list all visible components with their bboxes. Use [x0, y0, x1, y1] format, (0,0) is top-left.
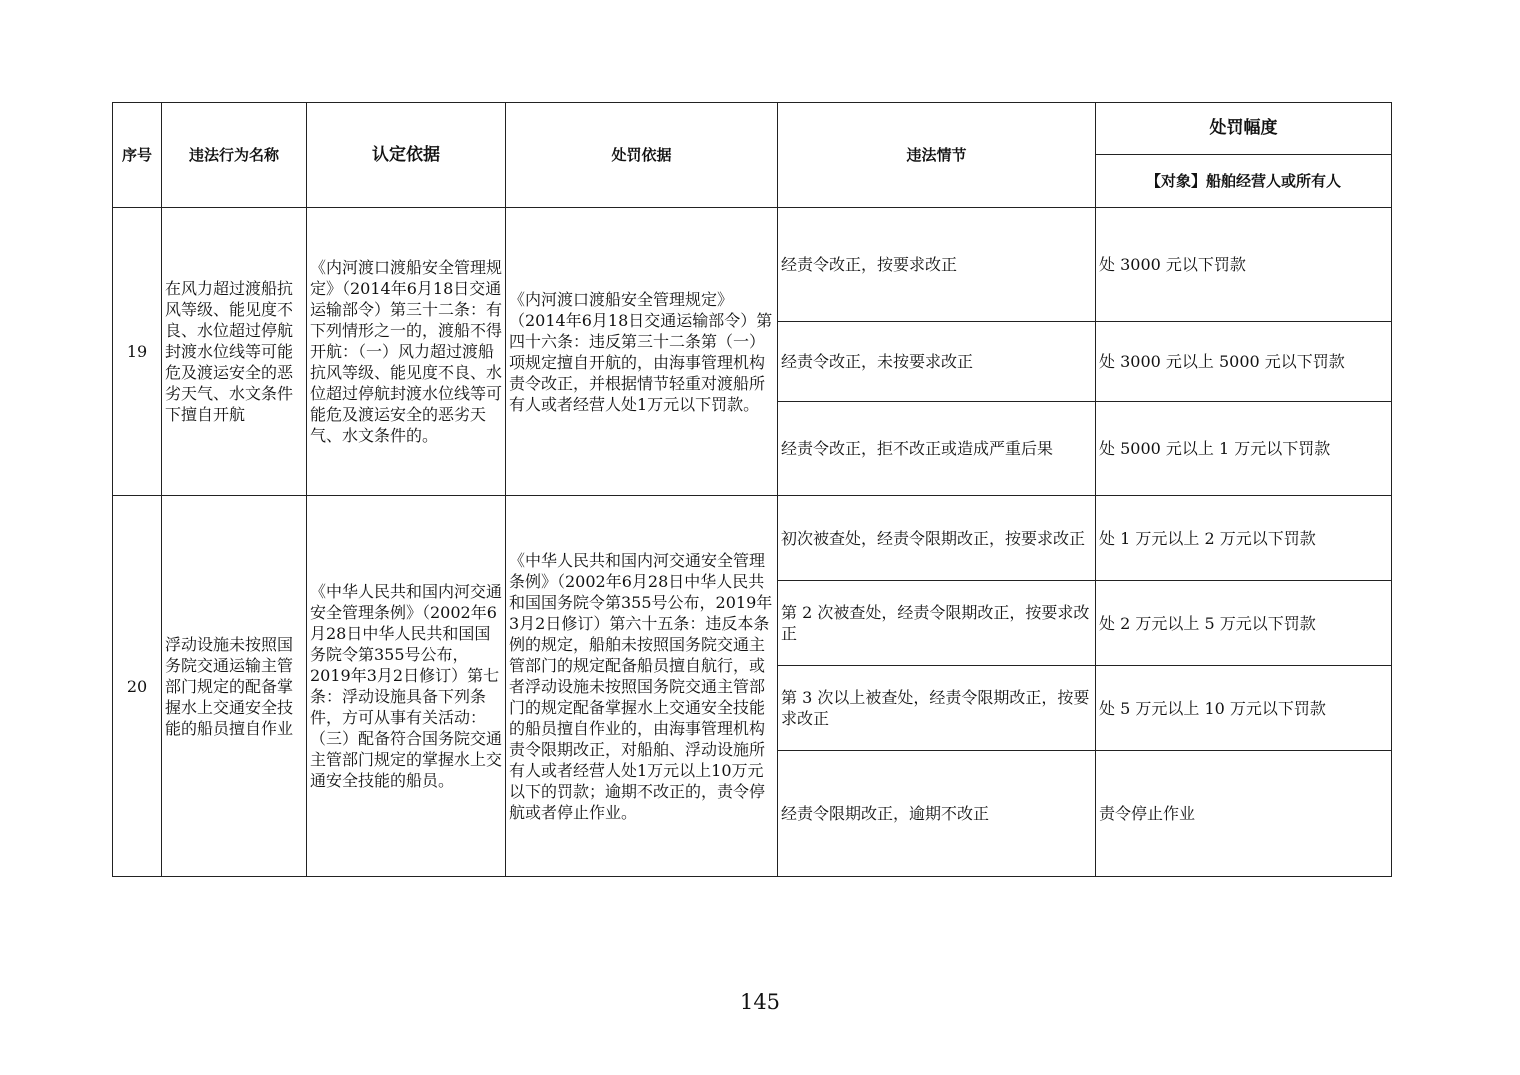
circumstance-cell: 初次被查处，经责令限期改正，按要求改正: [778, 496, 1096, 581]
circumstance-cell: 第 3 次以上被查处，经责令限期改正，按要求改正: [778, 666, 1096, 751]
header-target: 【对象】船舶经营人或所有人: [1096, 155, 1392, 208]
penalty-table: [112, 102, 1392, 877]
penalty-basis: 《内河渡口渡船安全管理规定》（2014年6月18日交通运输部令）第四十六条：违反第三十二条第（一）项规定擅自开航的，由海事管理机构责令改正，并根据情节轻重对渡船所有人或者经营人处1万元以下罚款。: [506, 208, 778, 496]
penalty-cell: 处 3000 元以上 5000 元以下罚款: [1096, 322, 1392, 402]
header-seq: 序号: [113, 103, 162, 208]
penalty-cell: 处 5 万元以上 10 万元以下罚款: [1096, 666, 1392, 751]
header-name: 违法行为名称: [162, 103, 307, 208]
penalty-cell: 处 2 万元以上 5 万元以下罚款: [1096, 581, 1392, 666]
violation-name: 浮动设施未按照国务院交通运输主管部门规定的配备掌握水上交通安全技能的船员擅自作业: [162, 496, 307, 877]
header-basis: 认定依据: [307, 103, 506, 208]
penalty-cell: 处 1 万元以上 2 万元以下罚款: [1096, 496, 1392, 581]
row-seq: 20: [113, 496, 162, 877]
circumstance-cell: 经责令改正，拒不改正或造成严重后果: [778, 402, 1096, 496]
circumstance-cell: 经责令改正，未按要求改正: [778, 322, 1096, 402]
page-number: 145: [739, 990, 781, 1014]
table-row: [113, 496, 1392, 581]
header-circumstance: 违法情节: [778, 103, 1096, 208]
table-row: [113, 208, 1392, 322]
header-range: 处罚幅度: [1096, 103, 1392, 155]
penalty-cell: 处 3000 元以下罚款: [1096, 208, 1392, 322]
header-penalty-basis: 处罚依据: [506, 103, 778, 208]
circumstance-cell: 经责令改正，按要求改正: [778, 208, 1096, 322]
determination-basis: 《内河渡口渡船安全管理规定》（2014年6月18日交通运输部令）第三十二条：有下列情形之一的，渡船不得开航：（一）风力超过渡船抗风等级、能见度不良、水位超过停航封渡水位线等可能危及渡运安全的恶劣天气、水文条件的。: [307, 208, 506, 496]
row-seq: 19: [113, 208, 162, 496]
circumstance-cell: 第 2 次被查处，经责令限期改正，按要求改正: [778, 581, 1096, 666]
determination-basis: [307, 496, 506, 877]
basis-extra-text: （三）配备符合国务院交通主管部门规定的掌握水上交通安全技能的船员。: [310, 729, 503, 790]
circumstance-cell: 经责令限期改正，逾期不改正: [778, 751, 1096, 877]
basis-text: 《中华人民共和国内河交通安全管理条例》（2002年6月28日中华人民共和国国务院令第355号公布，2019年3月2日修订）第七条：浮动设施具备下列条件，方可从事有关活动：: [310, 582, 503, 727]
penalty-cell: 处 5000 元以上 1 万元以下罚款: [1096, 402, 1392, 496]
penalty-basis: 《中华人民共和国内河交通安全管理条例》（2002年6月28日中华人民共和国国务院令第355号公布，2019年3月2日修订）第六十五条：违反本条例的规定，船舶未按照国务院交通主管部门的规定配备船员擅自航行，或者浮动设施未按照国务院交通主管部门的规定配备掌握水上交通安全技能的船员擅自作业的，由海事管理机构责令限期改正，对船舶、浮动设施所有人或者经营人处1万元以上10万元以下的罚款；逾期不改正的，责令停航或者停止作业。: [506, 496, 778, 877]
violation-name: 在风力超过渡船抗风等级、能见度不良、水位超过停航封渡水位线等可能危及渡运安全的恶劣天气、水文条件下擅自开航: [162, 208, 307, 496]
penalty-cell: 责令停止作业: [1096, 751, 1392, 877]
